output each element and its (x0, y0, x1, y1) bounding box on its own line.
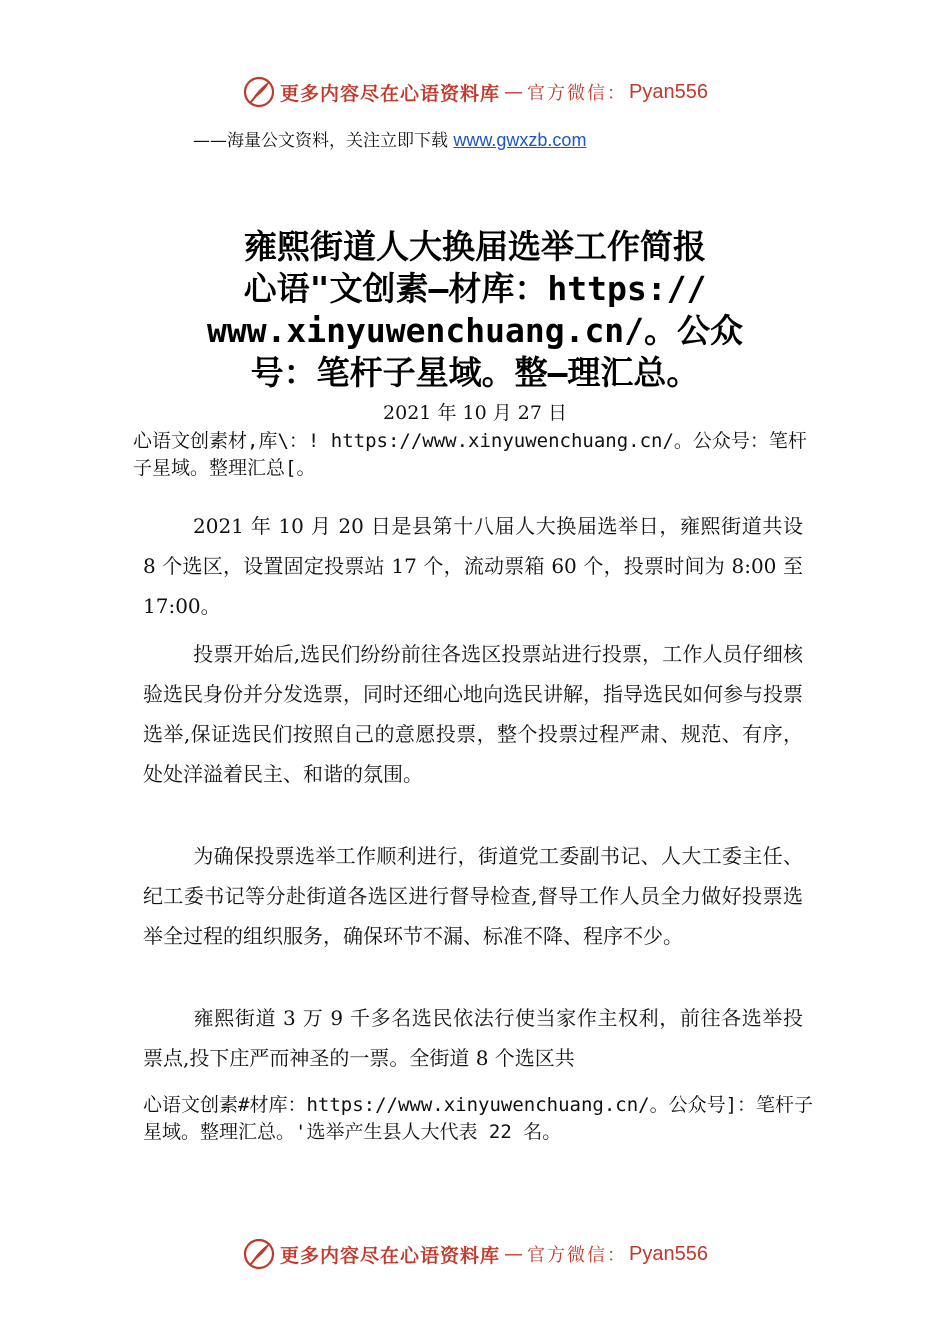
banner-wechat-id: Pyan556 (629, 1242, 708, 1265)
footer-banner (0, 1234, 950, 1274)
feather-logo-icon (242, 75, 276, 109)
title-line: 心语"文创素—材库：https:// (243, 269, 707, 308)
body-paragraph (143, 506, 803, 626)
banner-separator: — (504, 1243, 524, 1265)
body-paragraph (143, 634, 803, 794)
feather-logo-icon (242, 1237, 276, 1271)
banner-wechat-id: Pyan556 (629, 80, 708, 103)
paragraph-text: 为确保投票选举工作顺利进行，街道党工委副书记、人大工委主任、纪工委书记等分赴街道各选区进行督导检查,督导工作人员全力做好投票选举全过程的组织服务，确保环节不漏、标准不降、程序不少。 (143, 844, 803, 948)
document-title (140, 226, 810, 394)
title-line: www.xinyuwenchuang.cn/。公众 (206, 311, 744, 350)
watermark-text: 心语文创素#材库：https://www.xinyuwenchuang.cn/。公众号]：笔杆子星域。整理汇总。'选举产生县人大代表 22 名。 (143, 1094, 814, 1143)
header-banner (0, 72, 950, 112)
paragraph-text: 投票开始后,选民们纷纷前往各选区投票站进行投票，工作人员仔细核验选民身份并分发选票，同时还细心地向选民讲解，指导选民如何参与投票选举,保证选民们按照自己的意愿投票，整个投票过程严肃、规范、有序，处处洋溢着民主、和谐的氛围。 (143, 642, 803, 786)
download-note-text: ——海量公文资料，关注立即下载 (193, 131, 454, 151)
banner-text: 更多内容尽在心语资料库 (280, 1244, 501, 1267)
paragraph-text: 2021 年 10 月 20 日是县第十八届人大换届选举日，雍熙街道共设 8 个选区，设置固定投票站 17 个，流动票箱 60 个，投票时间为 8:00 至 17:00。 (143, 514, 803, 618)
document-date: 2021 年 10 月 27 日 (383, 402, 567, 424)
paragraph-text: 雍熙街道 3 万 9 千多名选民依法行使当家作主权利，前往各选举投票点,投下庄严而神圣的一票。全街道 8 个选区共 (143, 1006, 803, 1070)
title-line: 号：笔杆子星域。整—理汇总。 (250, 353, 700, 392)
banner-wechat-label: 官方微信： (527, 83, 628, 104)
body-paragraph (143, 998, 803, 1078)
watermark-text: 心语文创素材,库\：! https://www.xinyuwenchuang.cn/。公众号：笔杆子星域。整理汇总[。 (133, 430, 807, 479)
title-line: 雍熙街道人大换届选举工作简报 (244, 227, 706, 266)
banner-text: 更多内容尽在心语资料库 (280, 82, 501, 105)
banner-separator: — (504, 81, 524, 103)
download-note (193, 126, 586, 151)
body-paragraph (143, 836, 803, 956)
download-link[interactable]: www.gwxzb.com (453, 130, 587, 150)
banner-wechat-label: 官方微信： (527, 1245, 628, 1266)
